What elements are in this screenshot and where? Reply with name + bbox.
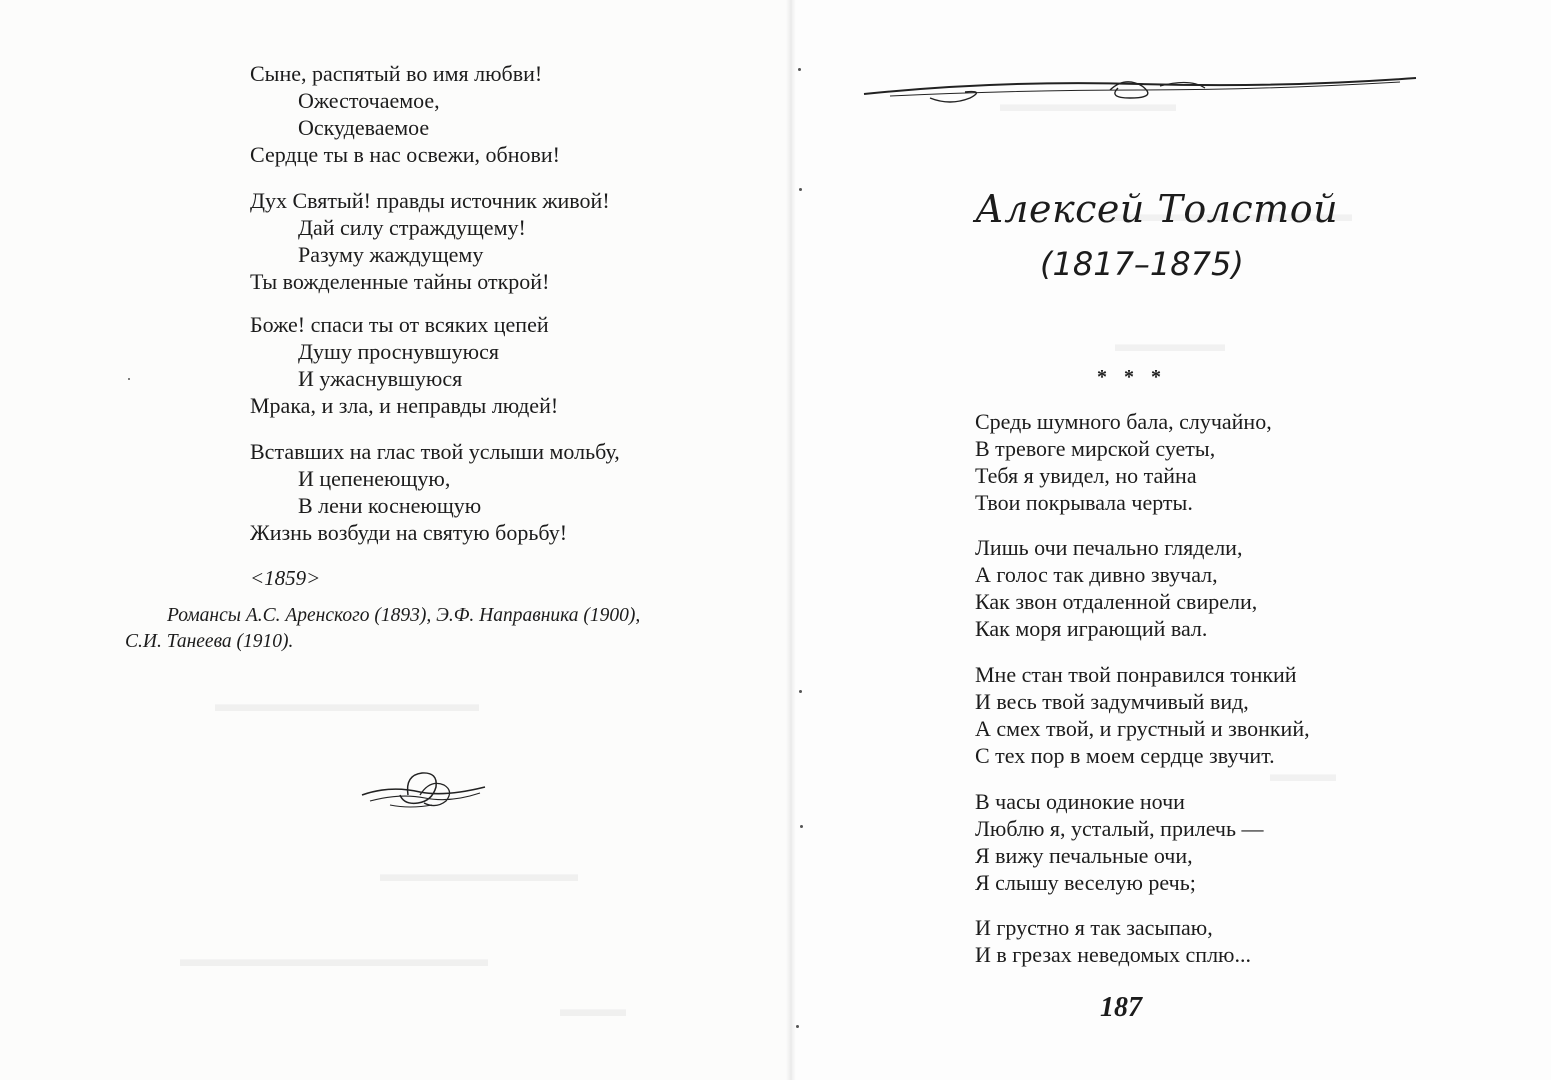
poem-line: Дух Святый! правды источник живой!	[250, 188, 610, 213]
poem-line: Жизнь возбуди на святую борьбу!	[250, 520, 568, 545]
stanza	[250, 60, 560, 168]
poem-line: С тех пор в моем сердце звучит.	[975, 743, 1275, 768]
bleed-through-text	[380, 860, 578, 888]
poem-line: Как звон отдаленной свирели,	[975, 589, 1258, 614]
page-number: 187	[1100, 992, 1142, 1023]
poem-line: Как моря играющий вал.	[975, 616, 1208, 641]
bleed-through-text	[215, 690, 479, 718]
poem-line: Дай силу страждущему!	[298, 215, 526, 240]
gutter-speck	[796, 1025, 799, 1028]
poem-line: А голос так дивно звучал,	[975, 562, 1218, 587]
poem-line: И ужаснувшуюся	[298, 366, 463, 391]
bleed-through-text	[560, 995, 626, 1023]
poem-line: Ты вожделенные тайны открой!	[250, 269, 550, 294]
book-gutter	[786, 0, 796, 1080]
poem-line: Мрака, и зла, и неправды людей!	[250, 393, 559, 418]
poem-line: И весь твой задумчивый вид,	[975, 689, 1249, 714]
poem-line: Лишь очи печально глядели,	[975, 535, 1243, 560]
poem-line: Люблю я, усталый, прилечь —	[975, 816, 1264, 841]
poem-line: Сердце ты в нас освежи, обнови!	[250, 142, 560, 167]
note-line: Романсы А.С. Аренского (1893), Э.Ф. Направника (1900),	[167, 605, 641, 626]
poem-line: И в грезах неведомых сплю...	[975, 942, 1251, 967]
poem-line: В тревоге мирской суеты,	[975, 436, 1216, 461]
gutter-speck	[798, 68, 801, 71]
stanza	[250, 187, 610, 295]
stanza	[975, 661, 1310, 769]
stanza	[975, 408, 1272, 516]
asterism-divider: * * *	[1097, 366, 1167, 388]
end-ornament-flourish	[360, 765, 490, 815]
poem-line: Я вижу печальные очи,	[975, 843, 1193, 868]
poem-line: А смех твой, и грустный и звонкий,	[975, 716, 1310, 741]
bleed-through-text	[180, 945, 488, 973]
header-ornament-flourish	[860, 70, 1420, 110]
poem-date: <1859>	[250, 566, 321, 590]
author-years: (1817–1875)	[1040, 245, 1244, 283]
poem-line: Разуму жаждущему	[298, 242, 484, 267]
gutter-speck	[799, 188, 802, 191]
poem-line: И грустно я так засыпаю,	[975, 915, 1213, 940]
stanza	[975, 914, 1251, 968]
gutter-speck	[799, 690, 802, 693]
poem-line: Сыне, распятый во имя любви!	[250, 61, 543, 86]
poem-line: Оскудеваемое	[298, 115, 430, 140]
poem-line: Мне стан твой понравился тонкий	[975, 662, 1297, 687]
romance-note	[125, 603, 745, 655]
stanza	[975, 534, 1257, 642]
gutter-speck	[800, 825, 803, 828]
stanza	[975, 788, 1264, 896]
poem-line: Ожесточаемое,	[298, 88, 440, 113]
poem-line: Душу проснувшуюся	[298, 339, 499, 364]
poem-line: Боже! спаси ты от всяких цепей	[250, 312, 549, 337]
stanza	[250, 438, 620, 546]
stanza	[250, 311, 558, 419]
page-speck	[128, 378, 130, 380]
poem-line: В часы одинокие ночи	[975, 789, 1185, 814]
note-line: С.И. Танеева (1910).	[125, 631, 294, 652]
poem-line: В лени коснеющую	[298, 493, 482, 518]
poem-line: Тебя я увидел, но тайна	[975, 463, 1197, 488]
poem-line: И цепенеющую,	[298, 466, 451, 491]
poem-line: Я слышу веселую речь;	[975, 870, 1196, 895]
poem-line: Средь шумного бала, случайно,	[975, 409, 1272, 434]
poem-line: Твои покрывала черты.	[975, 490, 1193, 515]
author-name: Алексей Толстой	[975, 187, 1339, 231]
bleed-through-text	[1115, 330, 1225, 358]
poem-line: Вставших на глас твой услыши мольбу,	[250, 439, 620, 464]
